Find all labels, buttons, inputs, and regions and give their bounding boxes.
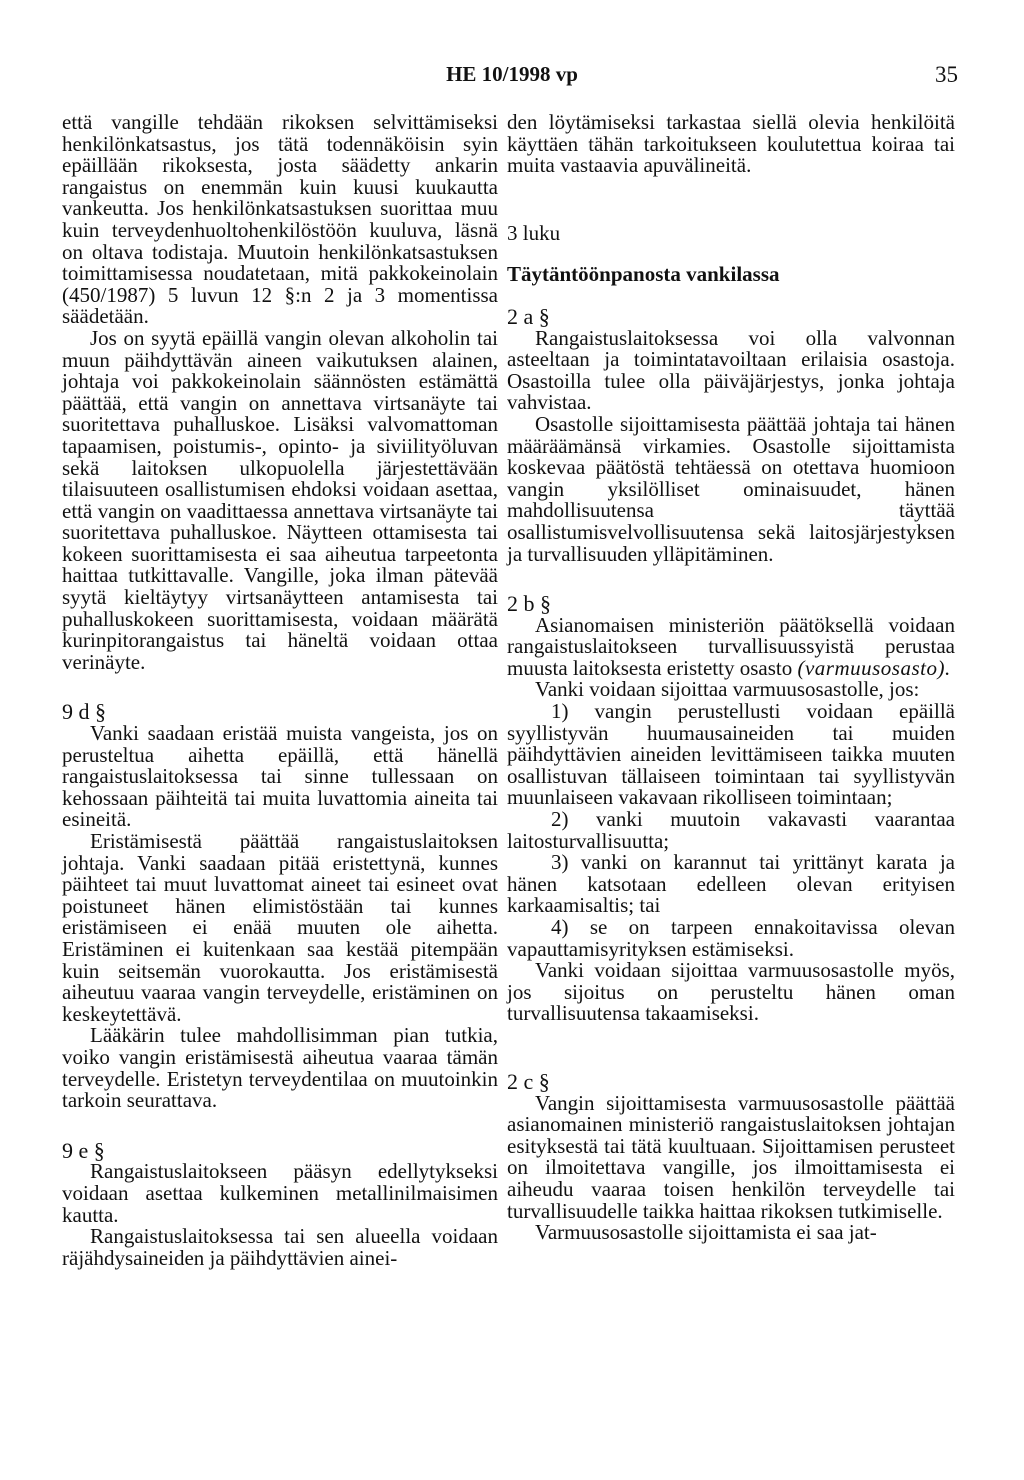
paragraph: Vanki saadaan eristää muista vangeista, jos on perusteltua aihetta epäillä, että hänellä rangaistuslaitoksessa tai sinne tullessaan on kehossaan päihteitä tai muita luvattomia aineita tai esineitä. — [62, 721, 498, 832]
section-heading-9d: 9 d § — [62, 699, 106, 725]
section-heading-9e: 9 e § — [62, 1137, 105, 1163]
list-item: 3) vanki on karannut tai yrittänyt karata ja hänen katsotaan edelleen olevan erityisen karkaamisaltis; tai — [507, 850, 955, 918]
paragraph: Vangin sijoittamisesta varmuusosastolle päättää asianomainen ministeriö rangaistuslaitoksen johtajan esityksestä tai tätä kuultuaan. Sijoittamisen perusteet on ilmoitettava vangille, jos ilmoittamisesta ei aiheudu vaaraa toisen henkilön terveydelle tai turvallisuudelle taikka haittaa rikoksen tutkimiselle. — [507, 1090, 955, 1223]
paragraph: että vangille tehdään rikoksen selvittämiseksi henkilönkatsastus, jos tätä todennäköisin syin epäillään rikoksesta, josta säädetty ankarin rangaistus on enemmän kuin kuusi kuukautta vankeutta. Jos henkilönkatsastuksen suorittaa muu kuin terveydenhuoltohenkilöstöön kuuluva, läsnä on oltava todistaja. Muutoin henkilönkatsastuksen toimittamisessa noudatetaan, mitä pakkokeinolain (450/1987) 5 luvun 12 §:n 2 ja 3 momentissa säädetään. — [62, 110, 498, 329]
paragraph: Vanki voidaan sijoittaa varmuusosastolle myös, jos sijoitus on perusteltu hänen oman turvallisuutensa takaamiseksi. — [507, 958, 955, 1026]
page-header — [0, 62, 1024, 96]
paragraph: Jos on syytä epäillä vangin olevan alkoholin tai muun päihdyttävän aineen vaikutuksen alainen, johtaja voi pakkokeinolain säännösten estämättä päättää, että vangin on annettava virtsanäyte tai suoritettava puhalluskoe. Lisäksi valvomattoman tapaamisen, poistumis-, opinto- ja siviilityöluvan sekä laitoksen ulkopuolella järjestettävään tilaisuuteen osallistumisen ehdoksi voidaan asettaa, että vangin on vaadittaessa annettava virtsanäyte tai suoritettava puhalluskoe. Näytteen ottamisesta tai kokeen suorittamisesta ei saa aiheutua tarpeetonta haittaa tutkittavalle. Vangille, joka ilman pätevää syytä kieltäytyy virtsanäytteen antamisesta tai puhalluskokeen suorittamisesta, voidaan määrätä kurinpitorangaistus tai häneltä voidaan ottaa verinäyte. — [62, 325, 498, 674]
defined-term: (varmuusosasto). — [797, 655, 951, 680]
paragraph: Rangaistuslaitoksessa voi olla valvonnan asteeltaan ja toimintatavoiltaan erilaisia osastoja. Osastoilla tulee olla päiväjärjestys, jonka johtaja vahvistaa. — [507, 325, 955, 415]
paragraph-text: Asianomaisen ministeriön päätöksellä voidaan rangaistuslaitokseen turvallisuussyistä perustaa muusta laitoksesta eristetty osasto — [507, 612, 955, 680]
paragraph: Rangaistuslaitoksessa tai sen alueella voidaan räjähdysaineiden ja päihdyttävien ainei- — [62, 1224, 498, 1270]
paragraph: Osastolle sijoittamisesta päättää johtaja tai hänen määräämänsä virkamies. Osastolle sijoittamista koskevaa päätöstä tehtäessä on otettava huomioon vangin yksilölliset ominaisuudet, hänen mahdollisuutensa täyttää osallistumisvelvollisuutensa sekä laitosjärjestyksen ja turvallisuuden ylläpitäminen. — [507, 411, 955, 566]
paragraph: Vanki voidaan sijoittaa varmuusosastolle, jos: — [535, 677, 920, 702]
section-heading-2c: 2 c § — [507, 1068, 550, 1094]
paragraph: Lääkärin tulee mahdollisimman pian tutkia, voiko vangin eristämisestä aiheutua vaaraa tämän terveydelle. Eristetyn terveydentilaa on muutoinkin tarkoin seurattava. — [62, 1023, 498, 1113]
paragraph — [507, 612, 955, 680]
section-heading-2b: 2 b § — [507, 591, 551, 617]
paragraph: Varmuusosastolle sijoittamista ei saa jat- — [535, 1220, 877, 1245]
right-column — [507, 112, 955, 1244]
section-heading-2a: 2 a § — [507, 303, 550, 329]
left-column — [62, 112, 498, 1269]
list-item: 2) vanki muutoin vakavasti vaarantaa laitosturvallisuutta; — [507, 807, 955, 853]
chapter-number: 3 luku — [507, 220, 561, 245]
document-reference: HE 10/1998 vp — [446, 62, 578, 86]
list-item: 4) se on tarpeen ennakoitavissa olevan vapauttamisyrityksen estämiseksi. — [507, 915, 955, 961]
chapter-title: Täytäntöönpanosta vankilassa — [507, 262, 780, 287]
page-number: 35 — [935, 62, 958, 87]
paragraph: Rangaistuslaitokseen pääsyn edellytykseksi voidaan asettaa kulkeminen metallinilmaisimen kautta. — [62, 1159, 498, 1227]
paragraph: Eristämisestä päättää rangaistuslaitoksen johtaja. Vanki saadaan pitää eristettynä, kunnes päihteet tai muut luvattomat aineet tai esineet ovat poistuneet hänen elimistöstään tai kunnes eristämiseen ei enää muuten ole aihetta. Eristäminen ei kuitenkaan saa kestää pitempään kuin seitsemän vuorokautta. Jos eristämisestä aiheutuu vaaraa vangin terveydelle, eristäminen on keskeytettävä. — [62, 829, 498, 1026]
list-item: 1) vangin perustellusti voidaan epäillä syyllistyvän huumausaineiden tai muiden päihdyttävien aineiden levittämiseen taikka muuten osallistuvan tällaiseen toimintaan tai syyllistyvän muunlaiseen vakavaan rikolliseen toimintaan; — [507, 699, 955, 810]
paragraph: den löytämiseksi tarkastaa siellä olevia henkilöitä käyttäen tähän tarkoitukseen koulutettua koiraa tai muita vastaavia apuvälineitä. — [507, 110, 955, 178]
